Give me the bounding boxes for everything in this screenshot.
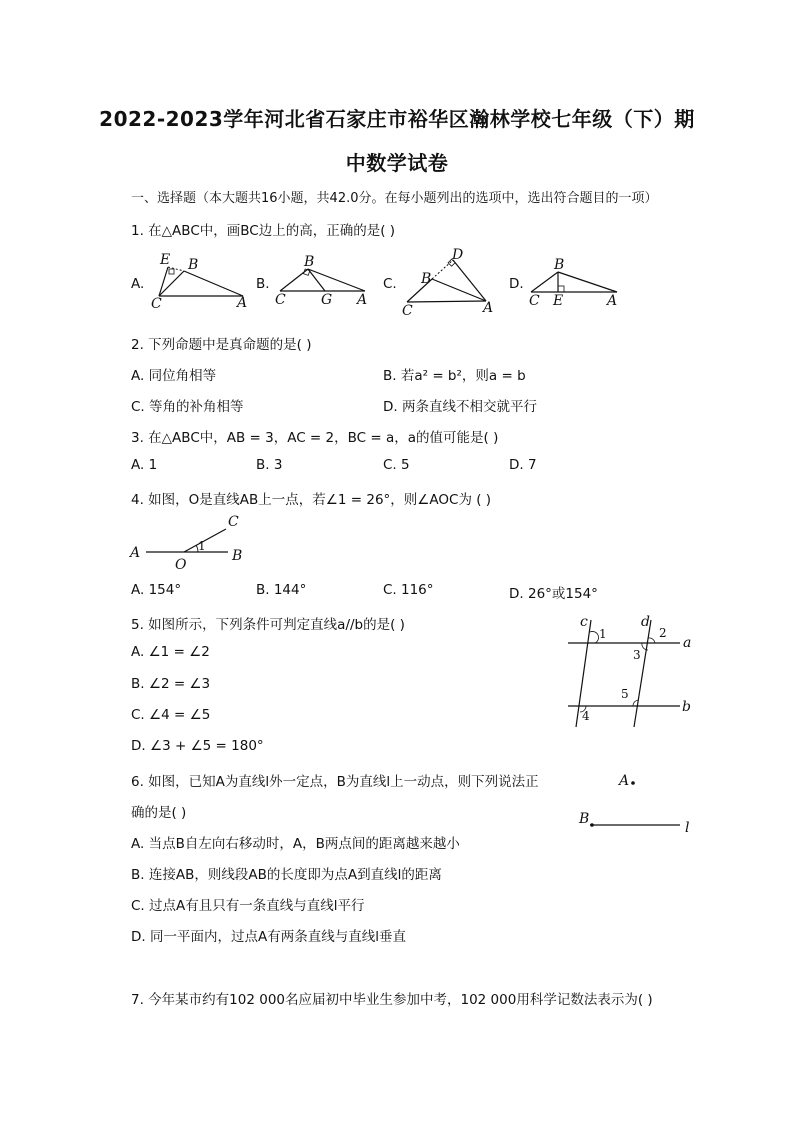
q1d-label-a: A: [607, 293, 618, 309]
q5-label-angle-4: 4: [582, 709, 590, 723]
q2-stem: 2. 下列命题中是真命题的是( ): [131, 337, 312, 353]
q2-option-b: B. 若a² = b²，则a = b: [383, 368, 526, 384]
q4-label-o: O: [175, 557, 187, 572]
q6-label-l: l: [685, 820, 690, 836]
q1d-label-b: B: [554, 257, 565, 273]
q6-stem-line-1: 6. 如图，已知A为直线l外一定点，B为直线l上一动点，则下列说法正: [131, 774, 539, 790]
q1-option-c: C.: [383, 276, 397, 292]
q5-label-a: a: [683, 635, 692, 651]
paper-title-line-1: 2022-2023学年河北省石家庄市裕华区瀚林学校七年级（下）期: [99, 107, 695, 131]
q1c-label-d: D: [452, 247, 464, 263]
q1-option-b: B.: [256, 276, 270, 292]
q1b-label-b: B: [304, 255, 315, 270]
q4-option-c: C. 116°: [383, 582, 434, 598]
q4-option-b: B. 144°: [256, 582, 307, 598]
q1b-label-g: G: [321, 292, 333, 307]
q1-figure-a: [148, 250, 250, 312]
q2-option-a: A. 同位角相等: [131, 368, 217, 384]
q6-option-a: A. 当点B自左向右移动时，A，B两点间的距离越来越小: [131, 836, 460, 852]
q1-figure-d: [524, 253, 624, 309]
q4-label-angle-1: 1: [198, 539, 206, 553]
q2-option-d: D. 两条直线不相交就平行: [383, 399, 537, 415]
q6-option-d: D. 同一平面内，过点A有两条直线与直线l垂直: [131, 929, 406, 945]
q4-option-a: A. 154°: [131, 582, 182, 598]
q5-label-angle-1: 1: [599, 627, 607, 641]
q6-figure: [570, 765, 700, 840]
q1-figure-c: [398, 246, 498, 318]
q6-label-b: B: [579, 811, 590, 827]
q6-option-c: C. 过点A有且只有一条直线与直线l平行: [131, 898, 365, 914]
q1-option-a: A.: [131, 276, 145, 292]
q1a-label-c: C: [151, 296, 162, 312]
q4-label-c: C: [228, 514, 239, 530]
q5-option-c: C. ∠4 = ∠5: [131, 707, 211, 723]
q3-option-d: D. 7: [509, 457, 537, 473]
q1c-label-a: A: [483, 300, 494, 316]
q1c-label-b: B: [421, 271, 432, 287]
q5-label-c: c: [580, 614, 588, 630]
q5-label-b: b: [682, 699, 691, 715]
q6-stem-line-2: 确的是( ): [131, 805, 187, 821]
q1-stem: 1. 在△ABC中，画BC边上的高，正确的是( ): [131, 223, 396, 239]
q1b-label-a: A: [357, 292, 368, 307]
q5-label-angle-5: 5: [621, 687, 629, 701]
q4-label-a: A: [130, 545, 141, 561]
q1d-label-c: C: [529, 293, 540, 309]
section-heading: 一、选择题（本大题共16小题，共42.0分。在每小题列出的选项中，选出符合题目的一项）: [131, 191, 658, 206]
q2-option-c: C. 等角的补角相等: [131, 399, 244, 415]
q7-stem: 7. 今年某市约有102 000名应届初中毕业生参加中考，102 000用科学记数法表示为( ): [131, 992, 653, 1008]
q1b-label-c: C: [275, 292, 286, 307]
q5-figure: [562, 610, 700, 732]
q4-label-b: B: [232, 548, 243, 564]
q6-option-b: B. 连接AB，则线段AB的长度即为点A到直线l的距离: [131, 867, 442, 883]
q1c-label-c: C: [402, 303, 413, 318]
q5-label-angle-2: 2: [659, 626, 667, 640]
q4-stem: 4. 如图，O是直线AB上一点，若∠1 = 26°，则∠AOC为 ( ): [131, 492, 492, 508]
q5-option-b: B. ∠2 = ∠3: [131, 676, 211, 692]
q3-option-b: B. 3: [256, 457, 283, 473]
q3-stem: 3. 在△ABC中，AB = 3，AC = 2，BC = a，a的值可能是( ): [131, 430, 499, 446]
q1-figure-b: [272, 255, 372, 307]
q1a-label-b: B: [188, 257, 199, 273]
q4-figure: [128, 510, 258, 572]
q5-option-d: D. ∠3 + ∠5 = 180°: [131, 738, 264, 754]
q4-option-d: D. 26°或154°: [509, 586, 598, 602]
q5-label-d: d: [641, 614, 650, 630]
q1a-label-a: A: [237, 295, 248, 311]
q1-option-d: D.: [509, 276, 524, 292]
paper-title-line-2: 中数学试卷: [345, 151, 449, 175]
q1a-label-e: E: [160, 252, 171, 268]
q1d-label-e: E: [553, 293, 564, 309]
q5-label-angle-3: 3: [633, 648, 641, 662]
q3-option-a: A. 1: [131, 457, 158, 473]
q6-label-a: A: [619, 773, 630, 789]
q3-option-c: C. 5: [383, 457, 410, 473]
q5-option-a: A. ∠1 = ∠2: [131, 644, 210, 660]
q5-stem: 5. 如图所示，下列条件可判定直线a//b的是( ): [131, 617, 405, 633]
